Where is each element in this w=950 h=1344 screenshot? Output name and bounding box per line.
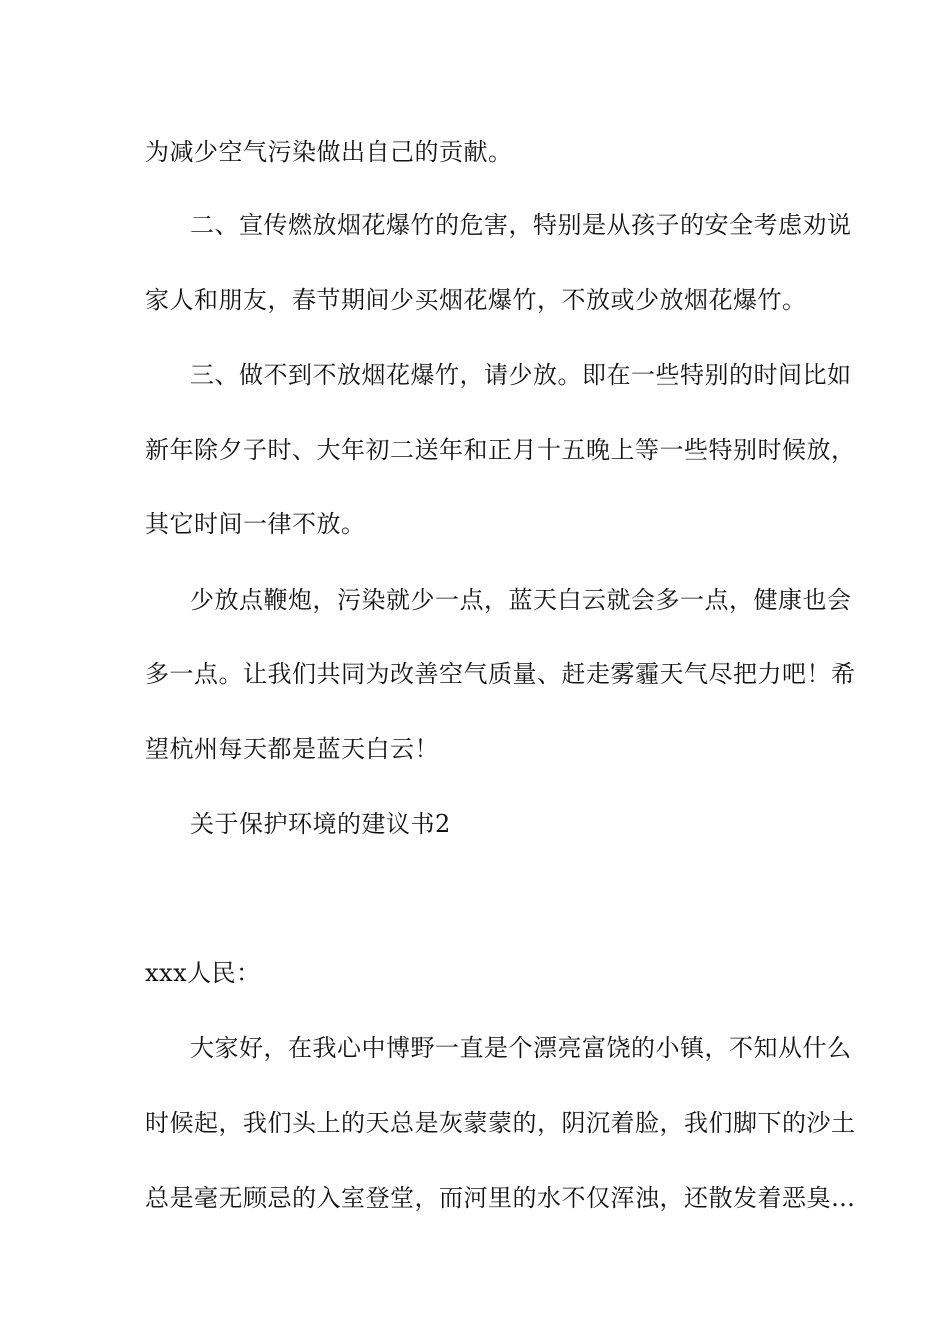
paragraph-line: 多一点。让我们共同为改善空气质量、赶走雾霾天气尽把力吧！希 xyxy=(145,660,856,688)
paragraph-line: 三、做不到不放烟花爆竹，请少放。即在一些特别的时间比如 xyxy=(190,361,852,389)
paragraph-line: 少放点鞭炮，污染就少一点，蓝天白云就会多一点，健康也会 xyxy=(190,586,852,614)
paragraph-line: 望杭州每天都是蓝天白云！ xyxy=(145,735,439,763)
paragraph-line: 其它时间一律不放。 xyxy=(145,510,366,538)
paragraph-line: 大家好，在我心中博野一直是个漂亮富饶的小镇，不知从什么 xyxy=(190,1034,852,1062)
section-heading: 关于保护环境的建议书2 xyxy=(190,810,451,838)
paragraph-line: 新年除夕子时、大年初二送年和正月十五晚上等一些特别时候放， xyxy=(145,436,856,464)
paragraph-line: 为减少空气污染做出自己的贡献。 xyxy=(145,138,513,166)
paragraph-line: 二、宣传燃放烟花爆竹的危害，特别是从孩子的安全考虑劝说 xyxy=(190,211,852,239)
salutation-line: xxx人民： xyxy=(145,959,261,987)
paragraph-line: 家人和朋友，春节期间少买烟花爆竹，不放或少放烟花爆竹。 xyxy=(145,286,807,314)
paragraph-line: 时候起，我们头上的天总是灰蒙蒙的，阴沉着脸，我们脚下的沙土 xyxy=(145,1109,856,1137)
paragraph-line: 总是毫无顾忌的入室登堂，而河里的水不仅浑浊，还散发着恶臭… xyxy=(145,1184,856,1212)
